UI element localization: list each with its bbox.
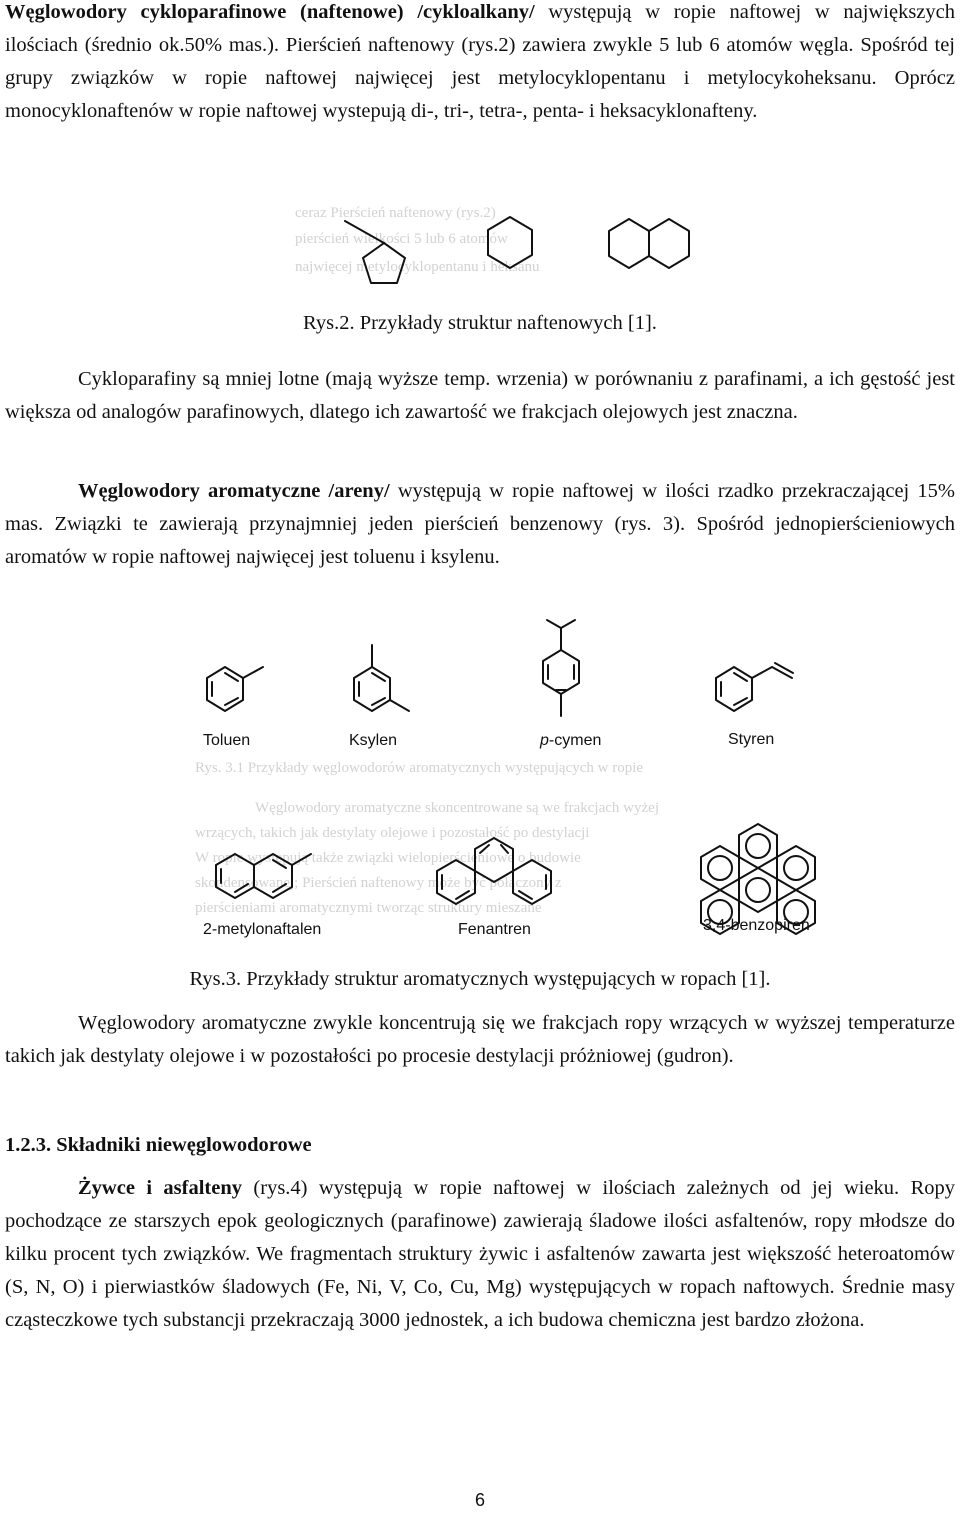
page-number: 6	[474, 1490, 485, 1510]
paragraph-text: (rys.4) występują w ropie naftowej w ilościach zależnych od jej wieku. Ropy pochodzące ze starszych epok geologicznych (parafinowe) zawierają śladowe ilości asfaltenów, ropy młodsze do kilku procent tych związków. We fragmentach struktury żywic i asfaltenów zawarta jest większość heteroatomów (S, N, O) i pierwiastków śladowych (Fe, Ni, V, Co, Cu, Mg) występujących w ropach naftowych. Średnie masy cząsteczkowe tych substancji przekraczają 3000 jednostek, a ich budowa chemiczna jest bardzo złożona.	[5, 1177, 955, 1331]
phenanthrene-structure	[437, 838, 551, 904]
svg-text:pierścieniami aromatycznymi tw: pierścieniami aromatycznymi tworząc struktury mieszane	[195, 900, 542, 916]
label-ksylen: Ksylen	[349, 732, 398, 749]
label-p-cymen-rest: -cymen	[548, 732, 602, 749]
svg-text:Rys. 3.1 Przykłady węglowodoró: Rys. 3.1 Przykłady węglowodorów aromatycznych występujących w ropie	[195, 760, 644, 776]
svg-text:najwięcej metylocyklopentanu i: najwięcej metylocyklopentanu i heksanu	[295, 259, 540, 275]
styrene-structure	[716, 663, 793, 711]
paragraph-cycloparaffins	[5, 0, 955, 128]
paragraph-resins-asphaltenes	[5, 1172, 955, 1337]
paragraph-text: występują w ropie naftowej w największych ilościach (średnio ok.50% mas.). Pierścień naftenowy (rys.2) zawiera zwykle 5 lub 6 atomów węgla. Spośród tej grupy związków w ropie naftowej najwięcej jest metylocyklopentanu i metylocykoheksanu. Oprócz monocyklonaftenów w ropie naftowej wystepują di-, tri-, tetra-, penta- i heksacyklonafteny.	[5, 1, 955, 122]
term-aromatics: Węglowodory aromatyczne /areny/	[78, 480, 390, 502]
svg-text:W ropie występują także związk: W ropie występują także związki wielopierścieniowe o budowie	[195, 850, 581, 866]
figure-aromatic-structures	[185, 612, 835, 952]
figure-naphthene-structures	[280, 195, 740, 305]
label-styren: Styren	[728, 731, 775, 748]
label-3-4-benzopiren: 3,4-benzopiren	[703, 917, 810, 934]
paragraph-cycloparaffins-properties: Cykloparafiny są mniej lotne (mają wyższe temp. wrzenia) w porównaniu z parafinami, a ich gęstość jest większa od analogów parafinowych, dlatego ich zawartość we frakcjach olejowych jest znaczna.	[5, 368, 955, 423]
svg-text:wrzących, takich jak destylaty: wrzących, takich jak destylaty olejowe i pozostałość po destylacji	[195, 825, 590, 841]
svg-text:skondensowanej; Pierścień naft: skondensowanej; Pierścień naftenowy może być połączony z	[195, 875, 562, 891]
term-cycloparaffins: Węglowodory cykloparafinowe (naftenowe) /cykloalkany/	[5, 1, 535, 23]
paragraph-aromatics	[5, 475, 955, 574]
paragraph-aromatics-concentration: Węglowodory aromatyczne zwykle koncentrują się we frakcjach ropy wrzących w wyższej temperaturze takich jak destylaty olejowe i w pozostałości po procesie destylacji próżniowej (gudron).	[5, 1012, 955, 1067]
label-2-metylonaftalen: 2-metylonaftalen	[203, 921, 322, 938]
svg-text:ceraz Pierścień naftenowy (rys: ceraz Pierścień naftenowy (rys.2)	[295, 205, 496, 221]
paragraph-text: występują w ropie naftowej w ilości rzadko przekraczającej 15% mas. Związki te zawierają przynajmniej jeden pierścień benzenowy (rys. 3). Spośród jednopierścieniowych aromatów w ropie naftowej najwięcej jest toluenu i ksylenu.	[5, 480, 955, 568]
label-toluen: Toluen	[203, 732, 251, 749]
section-number: 1.2.3.	[5, 1134, 52, 1156]
figure-2-caption: Rys.2. Przykłady struktur naftenowych [1].	[303, 312, 657, 334]
label-p-cymen	[539, 732, 601, 749]
label-p-cymen-prefix: p	[540, 732, 549, 749]
label-fenantren: Fenantren	[458, 921, 531, 938]
svg-text:Węglowodory aromatyczne skonce: Węglowodory aromatyczne skoncentrowane są we frakcjach wyżej	[255, 800, 659, 816]
xylene-structure	[354, 645, 409, 711]
section-title: Składniki niewęglowodorowe	[56, 1134, 312, 1156]
decalin-structure	[609, 219, 689, 268]
figure-3-caption: Rys.3. Przykłady struktur aromatycznych występujących w ropach [1].	[189, 968, 771, 990]
section-heading	[5, 1134, 312, 1157]
term-resins-asphaltenes: Żywce i asfalteny	[78, 1177, 243, 1199]
p-cymene-structure	[543, 620, 579, 716]
svg-text:pierścień wielkości 5 lub 6 at: pierścień wielkości 5 lub 6 atomów	[295, 231, 508, 247]
toluene-structure	[207, 667, 263, 711]
